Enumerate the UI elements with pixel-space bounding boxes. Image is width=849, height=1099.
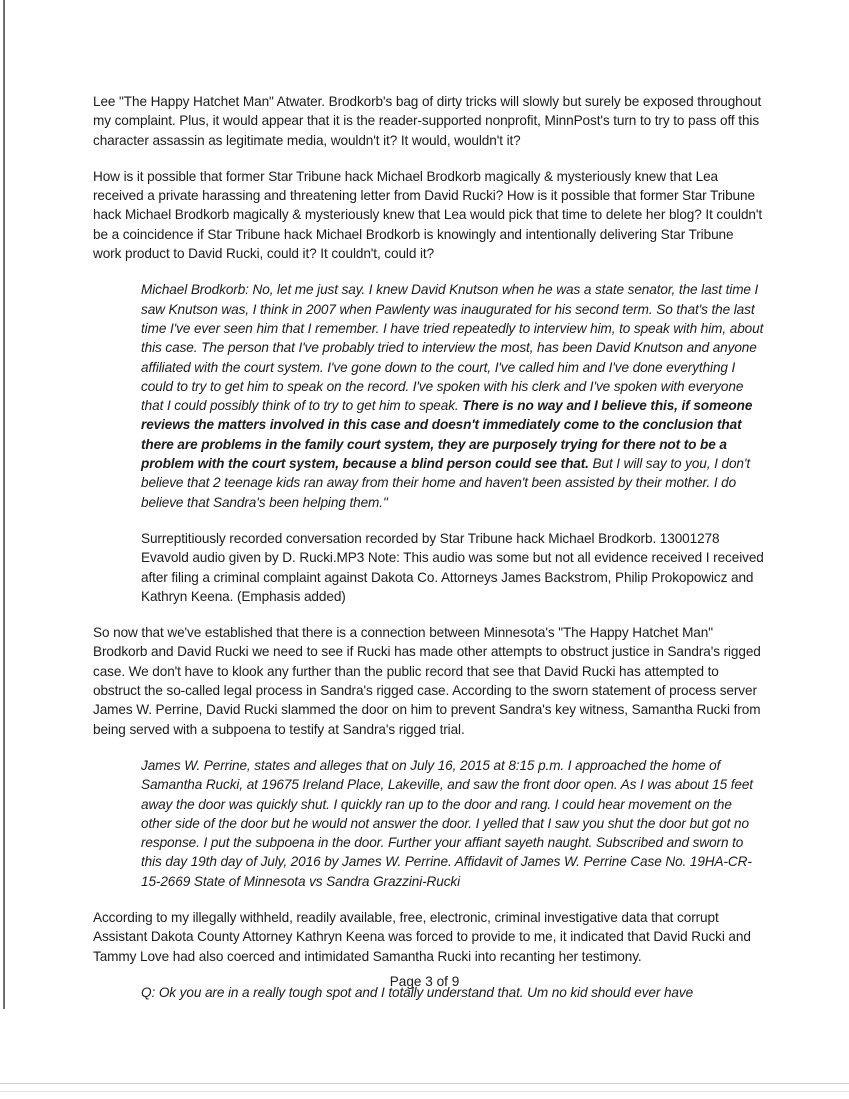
quote-run-emphasis-bold: There is no way and I believe this, if someone reviews the matters involved in this case and doesn't immediately come to the conclusion that there are problems in the family court system, they are purposely trying for there not to be a problem with the court system, because a blind person could see that. [141,398,753,472]
page-footer: Page 3 of 9 [389,974,460,989]
quote-run-plain-lead: Michael Brodkorb: No, let me just say. I knew David Knutson when he was a state senator, the last time I saw Knutson was, I think in 2007 when Pawlenty was inaugurated for his second term. So that's the last time I've ever seen him that I remember. I have tried repeatedly to interview him, to speak with him, about this case. The person that I've probably tried to interview the most, has been David Knutson and anyone affiliated with the court system. I've gone down to the court, I've called him and I've done everything I could to try to get him to speak on the record. I've spoken with his clerk and I've spoken with everyone that I could possibly think of to try to get him to speak. [141,282,764,414]
scan-edge-artifact-bottom-secondary [0,1091,849,1092]
paragraph-atwater-brodkorb: Lee "The Happy Hatchet Man" Atwater. Brodkorb's bag of dirty tricks will slowly but surely be exposed throughout my complaint. Plus, it would appear that it is the reader-supported nonprofit, MinnPost's turn to try to pass off this character assassin as legitimate media, wouldn't it? It would, wouldn't it? [93,94,762,148]
blockquote-perrine-affidavit: James W. Perrine, states and alleges that on July 16, 2015 at 8:15 p.m. I approached the home of Samantha Rucki, at 19675 Ireland Place, Lakeville, and saw the front door open. As I was about 15 feet away the door was quickly shut. I quickly ran up to the door and rang. I could hear movement on the other side of the door but he would not answer the door. I yelled that I saw you shut the door but got no response. I put the subpoena in the door. Further your affiant sayeth naught. Subscribed and sworn to this day 19th day of July, 2016 by James W. Perrine. Affidavit of James W. Perrine Case No. 19HA-CR-15-2669 State of Minnesota vs Sandra Grazzini-Rucki [141,757,753,889]
blockquote-brodkorb-transcript [141,280,765,512]
paragraph-keena-investigative-data: According to my illegally withheld, readily available, free, electronic, criminal investigative data that corrupt Assistant Dakota County Attorney Kathryn Keena was forced to provide to me, it indicated that David Rucki and Tammy Love had also coerced and intimidated Samantha Rucki into recanting her testimony. [93,909,751,964]
blockquote-brodkorb-attribution: Surreptitiously recorded conversation recorded by Star Tribune hack Michael Brodkorb. 13001278 Evavold audio given by D. Rucki.MP3 Note: This audio was some but not all evidence received I received after filing a criminal complaint against Dakota Co. Attorneys James Backstrom, Philip Prokopowicz and Kathryn Keena. (Emphasis added) [141,530,764,604]
scan-edge-artifact-left [3,0,5,1009]
paragraph-how-is-it-possible: How is it possible that former Star Tribune hack Michael Brodkorb magically & mysteriously knew that Lea received a private harassing and threatening letter from David Rucki? How is it possible that former Star Tribune hack Michael Brodkorb magically & mysteriously knew that Lea would pick that time to delete her blog? It couldn't be a coincidence if Star Tribune hack Michael Brodkorb is knowingly and intentionally delivering Star Tribune work product to David Rucki, could it? It couldn't, could it? [93,168,763,262]
blockquote-interview-question: Q: Ok you are in a really tough spot and I totally understand that. Um no kid should ever have [141,984,694,1000]
document-body [93,92,765,1019]
scan-edge-artifact-bottom [0,1083,849,1084]
paragraph-established-connection: So now that we've established that there is a connection between Minnesota's "The Happy Hatchet Man" Brodkorb and David Rucki we need to see if Rucki has made other attempts to obstruct justice in Sandra's rigged case. We don't have to klook any further than the public record that see that David Rucki has attempted to obstruct the so-called legal process in Sandra's rigged case. According to the sworn statement of process server James W. Perrine, David Rucki slammed the door on him to prevent Sandra's key witness, Samantha Rucki from being served with a subpoena to testify at Sandra's rigged trial. [93,625,761,737]
quote-run-plain-tail: But I will say to you, I don't believe that 2 teenage kids ran away from their home and haven't been assisted by their mother. I do believe that Sandra's been helping them." [141,456,751,510]
